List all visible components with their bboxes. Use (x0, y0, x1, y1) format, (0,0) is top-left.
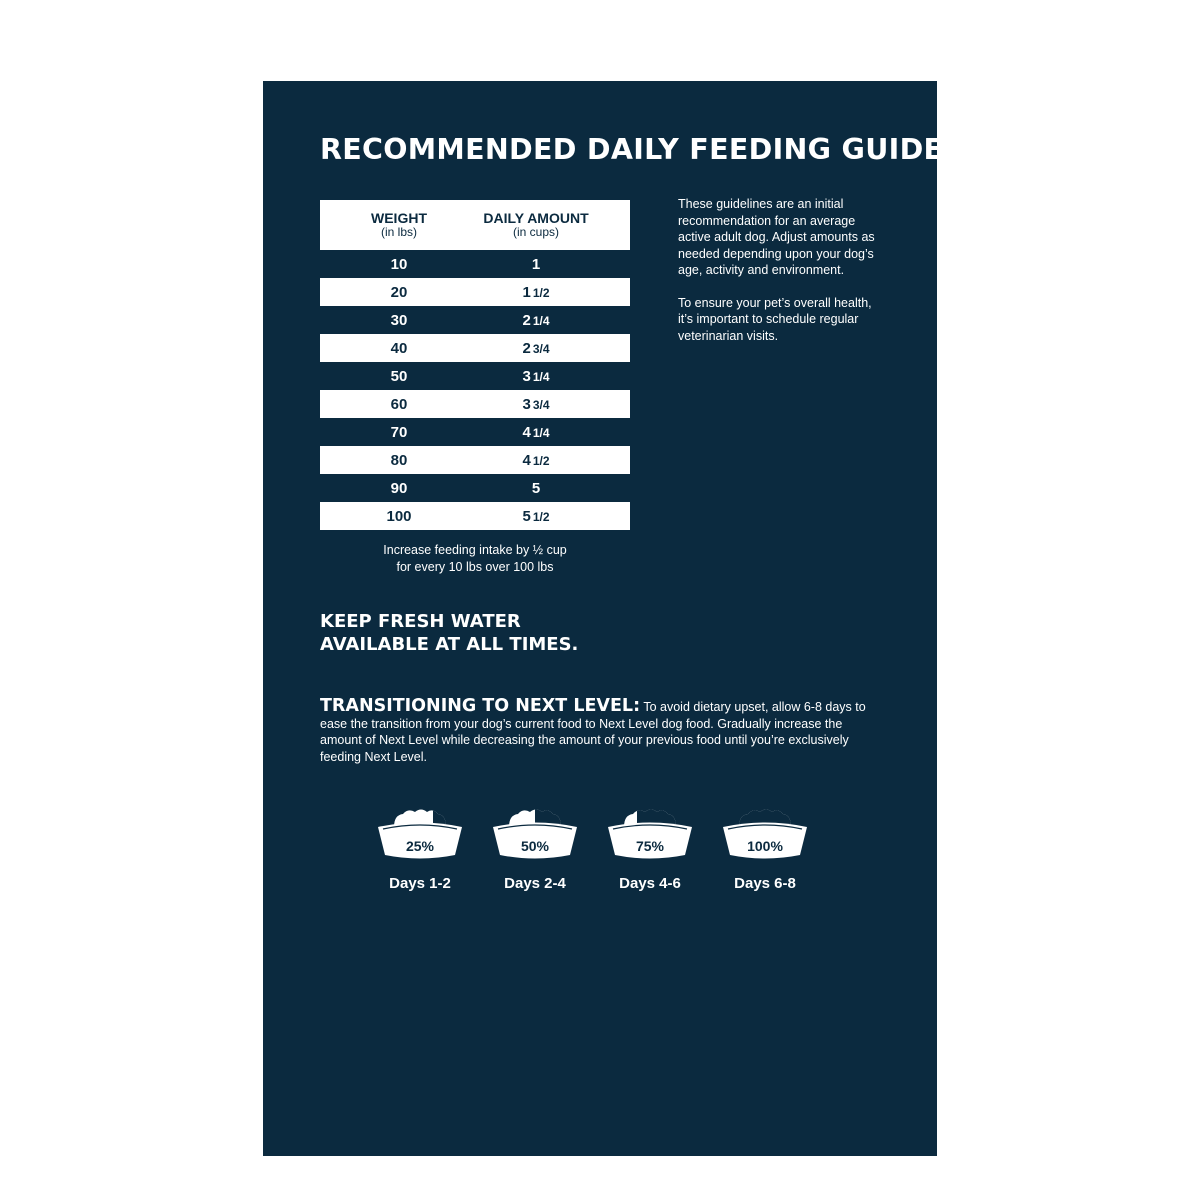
bowl-percent: 50% (520, 838, 550, 854)
amount-whole: 3 (522, 367, 531, 385)
weight-cell: 90 (390, 479, 408, 497)
amount-header-unit: (in cups) (512, 225, 559, 240)
weight-cell: 60 (390, 395, 408, 413)
table-row (320, 390, 630, 418)
table-note-line2: for every 10 lbs over 100 lbs (396, 560, 554, 574)
table-note (320, 542, 630, 576)
table-body (320, 250, 630, 530)
bowl-days-label: Days 2-4 (504, 875, 566, 892)
amount-whole: 2 (522, 339, 531, 357)
water-notice-line2: AVAILABLE AT ALL TIMES. (320, 634, 579, 655)
food-bowl (605, 805, 695, 892)
weight-cell: 20 (390, 283, 408, 301)
amount-cell (478, 396, 594, 413)
amount-whole: 5 (531, 479, 541, 497)
amount-cell (478, 424, 594, 441)
bowl-percent: 75% (635, 838, 665, 854)
table-row (320, 250, 630, 278)
table-note-line1: Increase feeding intake by ½ cup (383, 543, 567, 557)
amount-fraction: 1/2 (532, 453, 550, 468)
water-notice (320, 610, 720, 656)
amount-whole: 3 (522, 395, 531, 413)
feeding-guide-panel (263, 81, 944, 1156)
guidelines-text (678, 196, 890, 360)
guidelines-paragraph-1: These guidelines are an initial recommendation for an average active adult dog. Adjust amounts as needed depending upon your dog’s age, activity and environment. (678, 197, 875, 277)
bowl-percent: 100% (747, 838, 783, 854)
table-row (320, 502, 630, 530)
food-bowl (490, 805, 580, 892)
amount-header-label: DAILY AMOUNT (483, 210, 589, 227)
amount-cell (478, 340, 594, 357)
weight-cell: 100 (386, 507, 412, 525)
feeding-table (320, 200, 630, 530)
transition-body: To avoid dietary upset, allow 6-8 days to ease the transition from your dog’s current food to Next Level dog food. Gradually increase the amount of Next Level while decreasing the amount of your previous food until you’re exclusively feeding Next Level. (320, 700, 866, 764)
transition-bowls (375, 805, 835, 905)
weight-cell: 70 (390, 423, 408, 441)
amount-fraction: 1/4 (532, 369, 550, 384)
amount-whole: 4 (522, 423, 531, 441)
amount-cell (478, 452, 594, 469)
amount-cell (478, 368, 594, 385)
table-row (320, 278, 630, 306)
amount-cell (478, 480, 594, 497)
amount-cell (478, 284, 594, 301)
amount-cell (478, 312, 594, 329)
weight-cell: 40 (390, 339, 408, 357)
amount-whole: 2 (522, 311, 531, 329)
weight-cell: 50 (390, 367, 408, 385)
water-notice-line1: KEEP FRESH WATER (320, 611, 521, 632)
weight-column-header (320, 211, 478, 238)
table-row (320, 446, 630, 474)
amount-fraction: 1/4 (532, 425, 550, 440)
food-bowl (375, 805, 465, 892)
table-row (320, 474, 630, 502)
amount-fraction: 3/4 (532, 341, 550, 356)
amount-whole: 5 (522, 507, 531, 525)
table-row (320, 306, 630, 334)
amount-fraction: 1/4 (532, 313, 550, 328)
amount-cell (478, 508, 594, 525)
bowl-days-label: Days 4-6 (619, 875, 681, 892)
bowl-percent: 25% (405, 838, 435, 854)
bowl-days-label: Days 6-8 (734, 875, 796, 892)
amount-fraction: 3/4 (532, 397, 550, 412)
weight-header-unit: (in lbs) (380, 225, 417, 240)
amount-cell (478, 256, 594, 273)
weight-cell: 80 (390, 451, 408, 469)
weight-header-label: WEIGHT (371, 210, 427, 227)
amount-column-header (478, 211, 594, 238)
table-row (320, 362, 630, 390)
bowl-days-label: Days 1-2 (389, 875, 451, 892)
transition-heading: TRANSITIONING TO NEXT LEVEL: (320, 696, 641, 716)
weight-cell: 10 (390, 255, 408, 273)
amount-fraction: 1/2 (532, 509, 550, 524)
table-row (320, 334, 630, 362)
food-bowl (720, 805, 810, 892)
guidelines-paragraph-2: To ensure your pet’s overall health, it’s important to schedule regular veterinarian visits. (678, 295, 872, 343)
amount-whole: 1 (531, 255, 541, 273)
table-row (320, 418, 630, 446)
transition-section (320, 698, 880, 765)
amount-fraction: 1/2 (532, 285, 550, 300)
page-title: RECOMMENDED DAILY FEEDING GUIDE (320, 133, 944, 166)
amount-whole: 1 (522, 283, 531, 301)
amount-whole: 4 (522, 451, 531, 469)
weight-cell: 30 (390, 311, 408, 329)
table-header (320, 200, 630, 250)
